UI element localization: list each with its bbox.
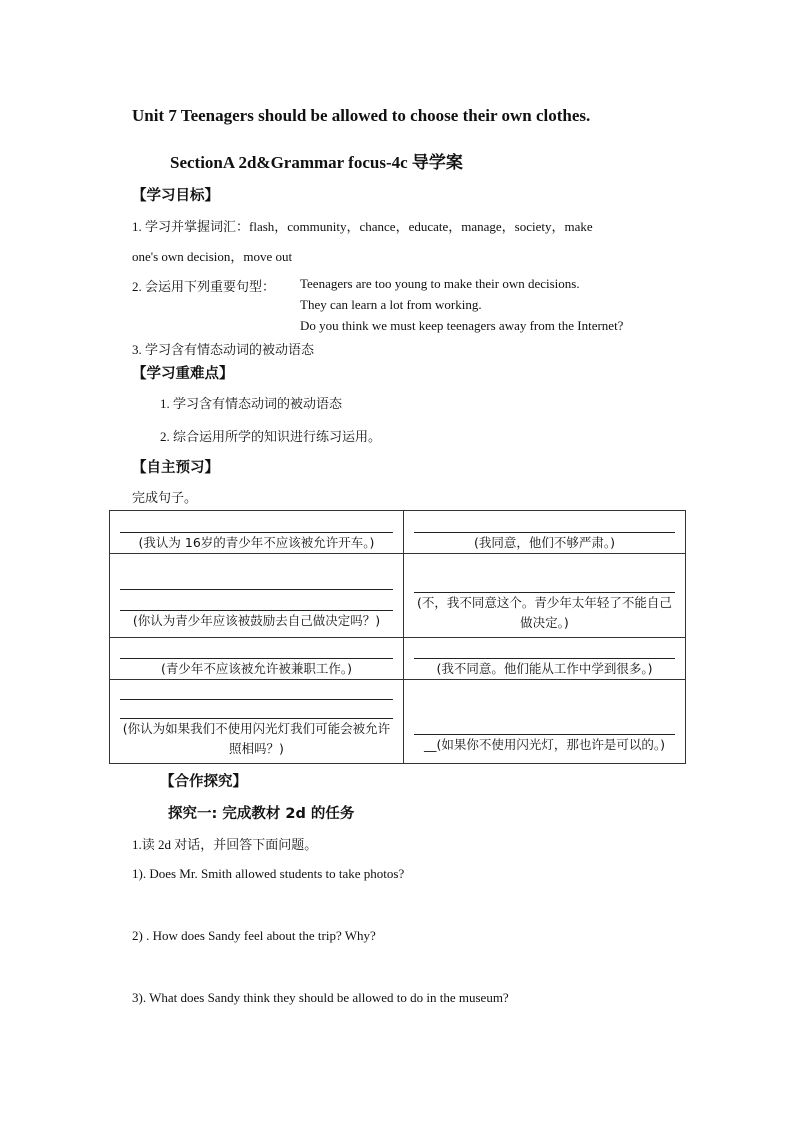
table-cell xyxy=(110,638,404,680)
answer-blank[interactable] xyxy=(120,640,393,659)
document-subtitle: SectionA 2d&Grammar focus-4c 导学案 xyxy=(170,153,463,172)
table-cell xyxy=(404,680,686,764)
answer-blank[interactable] xyxy=(414,716,675,735)
cell-hint: (我同意，他们不够严肃。) xyxy=(473,535,615,550)
key-point-2: 2. 综合运用所学的知识进行练习运用。 xyxy=(160,429,382,444)
cell-hint: (不，我不同意这个。青少年太年轻了不能自己做决定。) xyxy=(417,595,672,630)
preview-sentence-table xyxy=(109,510,686,764)
coop-heading: 【合作探究】 xyxy=(160,774,247,790)
cell-hint: (我认为 16岁的青少年不应该被允许开车。) xyxy=(138,535,375,550)
answer-blank[interactable] xyxy=(414,640,675,659)
table-cell xyxy=(110,554,404,638)
cell-hint: (你认为青少年应该被鼓励去自己做决定吗？) xyxy=(132,613,381,628)
coop-subheading: 探究一: 完成教材 2d 的任务 xyxy=(168,806,355,822)
answer-blank[interactable] xyxy=(120,592,393,611)
answer-blank[interactable] xyxy=(120,514,393,533)
table-cell xyxy=(110,680,404,764)
question-3: 3). What does Sandy think they should be allowed to do in the museum? xyxy=(132,990,509,1005)
objective-item-3: 3. 学习含有情态动词的被动语态 xyxy=(132,342,315,357)
table-cell xyxy=(110,511,404,554)
preview-heading: 【自主预习】 xyxy=(132,460,219,476)
answer-blank[interactable] xyxy=(120,700,393,719)
answer-blank[interactable] xyxy=(120,681,393,700)
table-cell xyxy=(404,554,686,638)
question-1: 1). Does Mr. Smith allowed students to take photos? xyxy=(132,866,405,881)
table-row xyxy=(110,554,686,638)
objective-sentence-1: Teenagers are too young to make their own decisions. xyxy=(300,276,580,291)
answer-blank[interactable] xyxy=(414,514,675,533)
document-title: Unit 7 Teenagers should be allowed to choose their own clothes. xyxy=(132,106,591,125)
preview-instruction: 完成句子。 xyxy=(132,490,198,505)
cell-hint: (青少年不应该被允许被兼职工作。) xyxy=(160,661,352,676)
table-row xyxy=(110,638,686,680)
coop-instruction: 1.读 2d 对话，并回答下面问题。 xyxy=(132,837,318,852)
objective-item-2-label: 2. 会运用下列重要句型： xyxy=(132,279,276,294)
answer-blank[interactable] xyxy=(414,574,675,593)
key-points-heading: 【学习重难点】 xyxy=(132,366,234,382)
table-cell xyxy=(404,638,686,680)
objectives-heading: 【学习目标】 xyxy=(132,188,219,204)
question-2: 2) . How does Sandy feel about the trip? Why? xyxy=(132,928,376,943)
objective-sentence-3: Do you think we must keep teenagers away from the Internet? xyxy=(300,318,624,333)
table-row xyxy=(110,680,686,764)
objective-item-1a: 1. 学习并掌握词汇：flash，community，chance，educate，manage，society，make xyxy=(132,219,593,234)
objective-item-1b: one's own decision，move out xyxy=(132,249,293,264)
objective-sentence-2: They can learn a lot from working. xyxy=(300,297,482,312)
table-row xyxy=(110,511,686,554)
answer-blank[interactable] xyxy=(120,571,393,590)
cell-hint: (我不同意。他们能从工作中学到很多。) xyxy=(436,661,653,676)
key-point-1: 1. 学习含有情态动词的被动语态 xyxy=(160,396,343,411)
cell-hint: __(如果你不使用闪光灯，那也许是可以的。) xyxy=(423,737,665,752)
table-cell xyxy=(404,511,686,554)
cell-hint: (你认为如果我们不使用闪光灯我们可能会被允许照相吗？) xyxy=(122,721,391,756)
